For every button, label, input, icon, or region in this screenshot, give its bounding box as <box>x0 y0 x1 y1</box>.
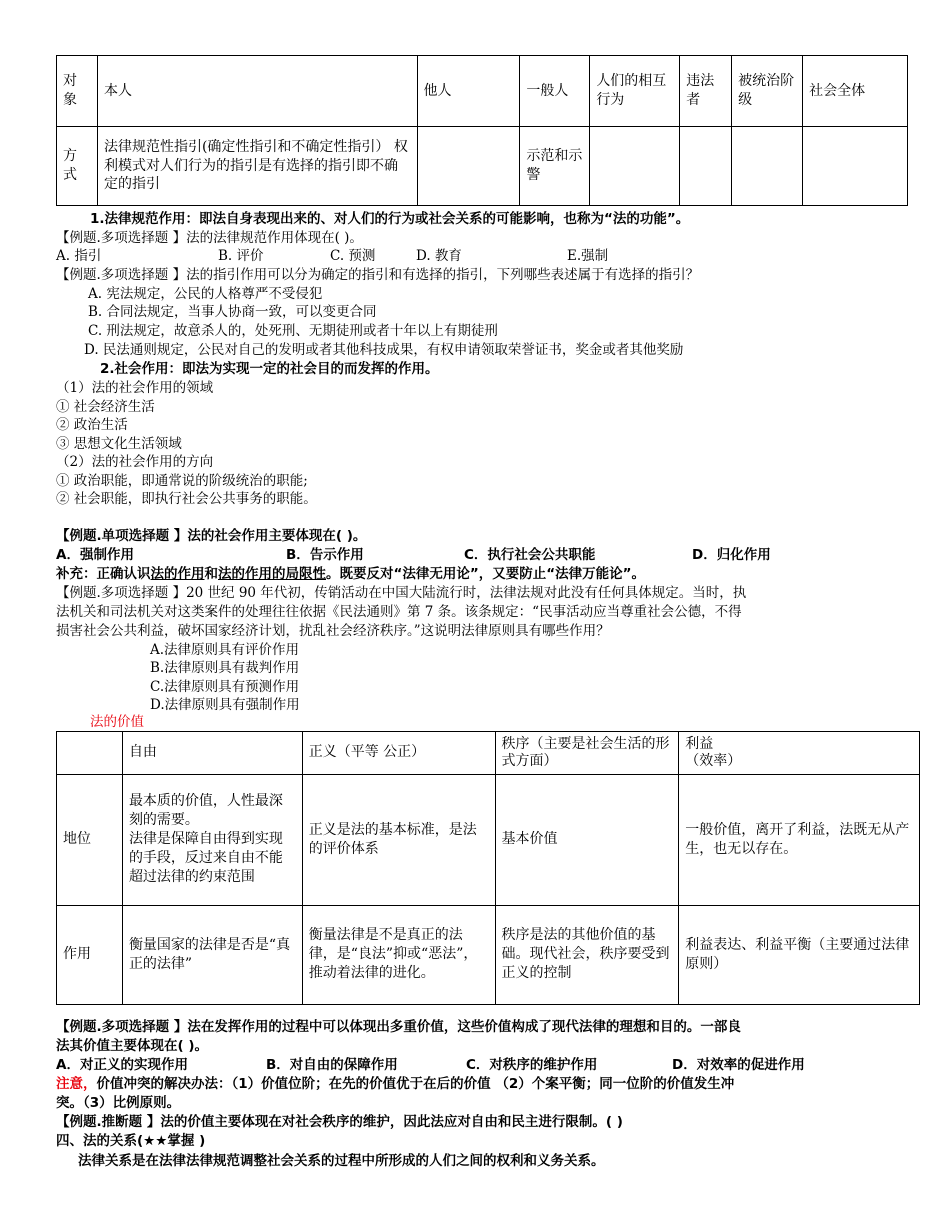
table-cell: 法律规范性指引(确定性指引和不确定性指引） 权利模式对人们行为的指引是有选择的指引即不确定的指引 <box>97 127 417 206</box>
list-item: ② 社会职能，即执行社会公共事务的职能。 <box>56 491 317 507</box>
value-table <box>56 731 920 1005</box>
table-cell: 秩序是法的其他价值的基础。现代社会，秩序要受到正义的控制 <box>495 905 679 1004</box>
supplement-term-2: 法的作用的局限性 <box>218 566 326 582</box>
option: A．强制作用 <box>56 547 134 563</box>
list-item: ③ 思想文化生活领域 <box>56 436 182 452</box>
supplement-mid: 和 <box>204 566 218 582</box>
option: D. 教育 <box>416 248 462 264</box>
option: D．归化作用 <box>692 547 771 563</box>
question-text: 法机关和司法机关对这类案件的处理往往依据《民法通则》第 7 条。该条规定：“民事活动应当尊重社会公德，不得 <box>56 604 742 620</box>
option: B．对自由的保障作用 <box>266 1057 398 1073</box>
table-cell: 地位 <box>57 774 123 905</box>
table-cell <box>57 732 123 775</box>
supplement-note <box>56 565 645 583</box>
note-label: 注意， <box>56 1076 97 1092</box>
supplement-term-1: 法的作用 <box>150 566 205 582</box>
option: B. 评价 <box>218 248 264 264</box>
option: C. 预测 <box>330 248 376 264</box>
table-cell: 衡量法律是不是真正的法律，是“良法”抑或“恶法”，推动着法律的进化。 <box>302 905 495 1004</box>
supplement-suffix: 。既要反对“法律无用论”，又要防止“法律万能论”。 <box>326 566 645 582</box>
table-cell: 对象 <box>57 56 98 127</box>
option: D. 民法通则规定，公民对自己的发明或者其他科技成果，有权申请领取荣誉证书，奖金或者其他奖励 <box>84 342 684 358</box>
table-row <box>57 127 908 206</box>
list-item: ② 政治生活 <box>56 417 128 433</box>
option: D．对效率的促进作用 <box>672 1057 805 1073</box>
question-text: 【例题.多项选择题 】20 世纪 90 年代初，传销活动在中国大陆流行时，法律法规对此没有任何具体规定。当时，执 <box>56 585 747 601</box>
option: C．对秩序的维护作用 <box>466 1057 598 1073</box>
table-cell <box>590 127 680 206</box>
table-row <box>57 774 920 905</box>
question-text: 【例题.单项选择题 】法的社会作用主要体现在( )。 <box>56 528 367 544</box>
table-cell: 被统治阶级 <box>732 56 803 127</box>
section-heading-relation: 四、法的关系(★★掌握 ) <box>56 1133 206 1149</box>
table-cell: 本人 <box>97 56 417 127</box>
question-text: 法其价值主要体现在( )。 <box>56 1038 209 1054</box>
note-text: 价值冲突的解决办法：（1）价值位阶；在先的价值优于在后的价值 （2）个案平衡；同一位阶的价值发生冲 <box>96 1076 735 1092</box>
table-cell <box>803 127 908 206</box>
table-row <box>57 732 920 775</box>
list-item: （1）法的社会作用的领域 <box>56 380 214 396</box>
guidance-table <box>56 55 908 206</box>
section-title-value: 法的价值 <box>90 714 144 730</box>
list-item: （2）法的社会作用的方向 <box>56 454 214 470</box>
table-cell: 最本质的价值，人性最深刻的需要。 法律是保障自由得到实现的手段，反过来自由不能超过法律的约束范围 <box>122 774 302 905</box>
list-item: ① 社会经济生活 <box>56 399 155 415</box>
table-cell: 他人 <box>417 56 520 127</box>
option: B. 合同法规定，当事人协商一致，可以变更合同 <box>88 304 377 320</box>
list-item: ① 政治职能，即通常说的阶级统治的职能; <box>56 473 308 489</box>
table-cell: 衡量国家的法律是否是“真正的法律” <box>122 905 302 1004</box>
table-cell: 违法者 <box>680 56 732 127</box>
table-cell: 利益 （效率） <box>679 732 920 775</box>
option: A．对正义的实现作用 <box>56 1057 188 1073</box>
definition-text: 法律关系是在法律法律规范调整社会关系的过程中所形成的人们之间的权利和义务关系。 <box>78 1153 605 1169</box>
table-cell: 一般人 <box>520 56 590 127</box>
option: A. 宪法规定，公民的人格尊严不受侵犯 <box>88 286 323 302</box>
question-text: 【例题.多项选择题 】法在发挥作用的过程中可以体现出多重价值，这些价值构成了现代法律的理想和目的。一部良 <box>56 1019 741 1035</box>
question-text: 【例题.多项选择题 】法的法律规范作用体现在( )。 <box>56 230 363 246</box>
question-text: 【例题.多项选择题 】法的指引作用可以分为确定的指引和有选择的指引，下列哪些表述属于有选择的指引？ <box>56 267 700 283</box>
table-cell: 方式 <box>57 127 98 206</box>
table-cell <box>417 127 520 206</box>
option: C. 刑法规定，故意杀人的，处死刑、无期徒刑或者十年以上有期徒刑 <box>88 323 498 339</box>
table-cell: 作用 <box>57 905 123 1004</box>
table-cell: 社会全体 <box>803 56 908 127</box>
option: D.法律原则具有强制作用 <box>150 697 300 713</box>
question-text: 损害社会公共利益，破坏国家经济计划，扰乱社会经济秩序。”这说明法律原则具有哪些作用？ <box>56 623 610 639</box>
table-cell: 示范和示警 <box>520 127 590 206</box>
table-cell: 基本价值 <box>495 774 679 905</box>
section-heading-social: 2.社会作用：即法为实现一定的社会目的而发挥的作用。 <box>100 361 439 377</box>
table-cell: 自由 <box>122 732 302 775</box>
table-cell: 正义是法的基本标准，是法的评价体系 <box>302 774 495 905</box>
table-row <box>57 56 908 127</box>
table-cell: 秩序（主要是社会生活的形式方面） <box>495 732 679 775</box>
note <box>56 1075 734 1093</box>
table-cell: 利益表达、利益平衡（主要通过法律原则） <box>679 905 920 1004</box>
table-cell: 人们的相互行为 <box>590 56 680 127</box>
note-text-continued: 突。（3）比例原则。 <box>56 1095 181 1111</box>
table-row <box>57 905 920 1004</box>
table-cell: 正义（平等 公正） <box>302 732 495 775</box>
table-cell <box>680 127 732 206</box>
table-cell: 一般价值，离开了利益，法既无从产生，也无以存在。 <box>679 774 920 905</box>
option: C．执行社会公共职能 <box>464 547 596 563</box>
supplement-prefix: 补充：正确认识 <box>56 566 151 582</box>
option: A.法律原则具有评价作用 <box>150 642 300 658</box>
question-text: 【例题.推断题 】法的价值主要体现在对社会秩序的维护，因此法应对自由和民主进行限制。( ) <box>56 1114 623 1130</box>
option: E.强制 <box>567 248 609 264</box>
option: C.法律原则具有预测作用 <box>150 679 300 695</box>
section-heading-normative: 1.法律规范作用：即法自身表现出来的、对人们的行为或社会关系的可能影响，也称为“法的功能”。 <box>90 211 690 227</box>
option: B.法律原则具有裁判作用 <box>150 660 300 676</box>
table-cell <box>732 127 803 206</box>
option: A. 指引 <box>56 248 102 264</box>
option: B．告示作用 <box>286 547 364 563</box>
